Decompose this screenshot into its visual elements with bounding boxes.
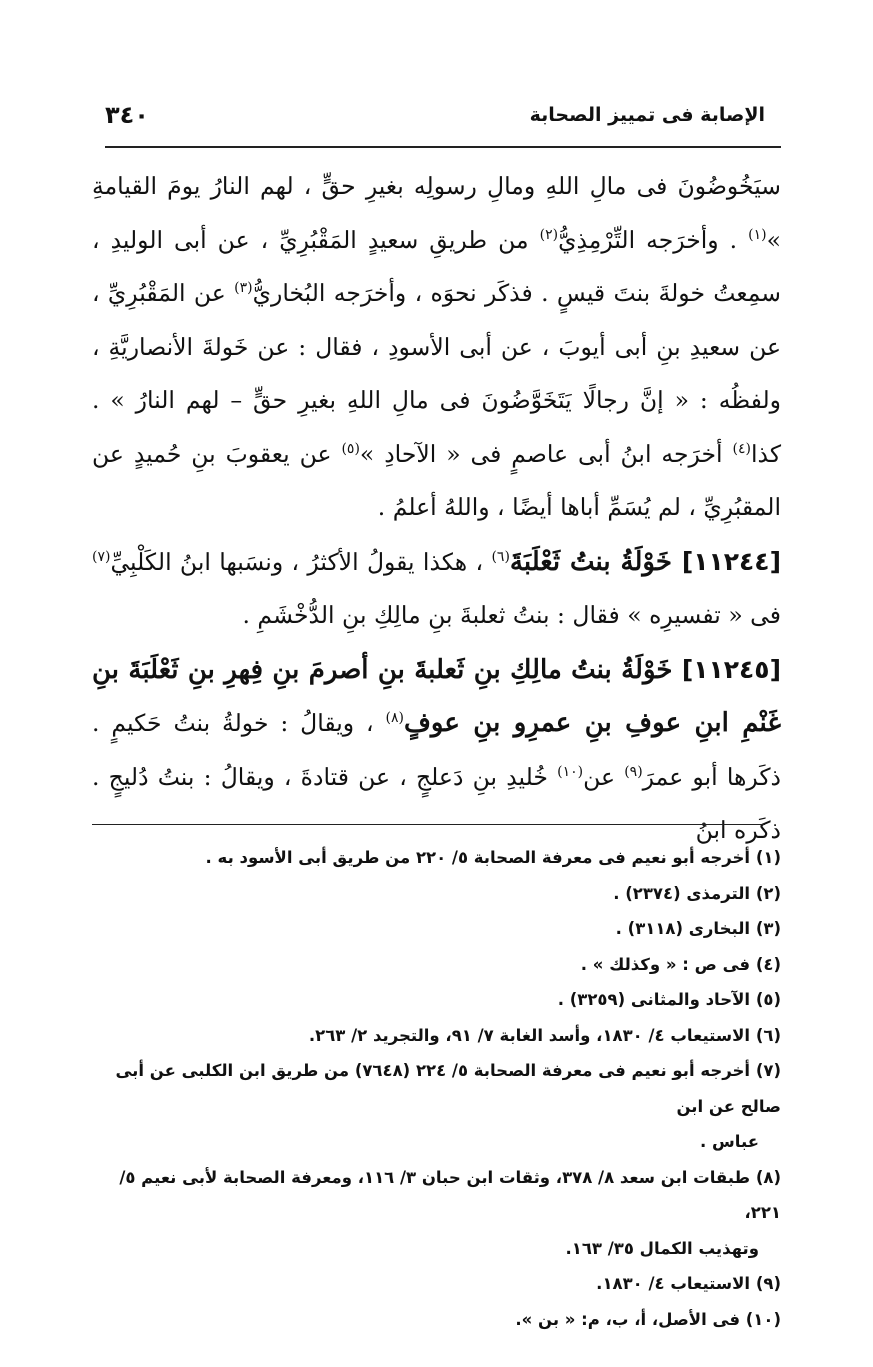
footnote-text: (٥) الآحاد والمثانى (٣٢٥٩) . <box>557 990 781 1009</box>
running-title: الإصابة فى تمييز الصحابة <box>529 104 765 126</box>
entry-name: خَوْلَةُ بنتُ مالِكِ بنِ ثَعلبةَ بنِ أصرمَ بنِ فِهرِ بنِ ثَعْلَبَةَ بنِ غَنْمِ ابنِ عوفِ بنِ عمرِو بنِ عوفٍ <box>92 654 781 738</box>
text-run: خُليدِ بنِ دَعلجٍ ، عن قتادةَ ، ويقالُ : بنتُ دُليجٍ . ذكَره ابنُ <box>92 762 781 844</box>
footnote <box>92 1266 781 1302</box>
footnote <box>92 982 781 1018</box>
footnote-ref[interactable]: (٦) <box>491 548 510 565</box>
text-run: أخرَجه ابنُ أبى عاصمٍ فى « الآحادِ » <box>359 439 733 468</box>
page-header <box>105 98 765 132</box>
paragraph <box>92 160 781 535</box>
footnote <box>92 876 781 912</box>
footnote-ref[interactable]: (٧) <box>92 548 111 565</box>
entry-paragraph <box>92 643 781 858</box>
footnote-text: (٣) البخارى (٣١١٨) . <box>615 919 781 938</box>
footnote <box>92 947 781 983</box>
text-run: عن <box>583 762 625 791</box>
footnote-text: (١) أخرجه أبو نعيم فى معرفة الصحابة ٥/ ٢٢٠ من طريق أبى الأسود به . <box>205 848 781 867</box>
main-text <box>92 160 781 858</box>
footnote-text: (٨) طبقات ابن سعد ٨/ ٣٧٨، وثقات ابن حبان ٣/ ١١٦، ومعرفة الصحابة لأبى نعيم ٥/ ٢٢١، <box>119 1167 781 1222</box>
entry-number: [١١٢٤٥] <box>681 654 781 684</box>
footnote <box>92 1302 781 1338</box>
footnote-ref[interactable]: (٣) <box>234 280 253 297</box>
footnote-text: (١٠) فى الأصل، أ، ب، م: « بن ». <box>515 1309 781 1329</box>
footnote-ref[interactable]: (٢) <box>539 226 559 243</box>
footnote-text: (٤) فى ص : « وكذلك » . <box>580 954 781 974</box>
text-run: عن يعقوبَ بنِ حُميدٍ عن المقبُرِيِّ ، لم يُسَمِّ أباها أيضًا ، واللهُ أعلمُ . <box>92 439 781 521</box>
footnote-ref[interactable]: (١) <box>748 226 767 243</box>
footnote-continuation: وتهذيب الكمال ٣٥/ ١٦٣. <box>565 1238 759 1258</box>
footnote-ref[interactable]: (٩) <box>624 763 643 780</box>
footnote <box>92 1160 781 1267</box>
text-run: عن المَقْبُرِيِّ ، عن سعيدِ بنِ أبى أيوبَ ، عن أبى الأسودِ ، فقال : عن خَولةَ الأنصاريَّةِ ، ولفظُه : « إنَّ رجالًا يَتَخَوَّضُونَ فى مالِ اللهِ بغيرِ حقٍّ – لهم النارُ » . كذا <box>92 279 782 468</box>
footnote-text: (٦) الاستيعاب ٤/ ١٨٣٠، وأسد الغابة ٧/ ٩١، والتجريد ٢/ ٢٦٣. <box>308 1025 781 1045</box>
entry-name: خَوْلَةُ بنتُ ثَعْلَبَةَ <box>509 546 682 577</box>
footnote-ref[interactable]: (٥) <box>341 440 360 457</box>
footnote-continuation: عباس . <box>700 1132 759 1151</box>
footnote-text: (٩) الاستيعاب ٤/ ١٨٣٠. <box>596 1274 781 1293</box>
text-run: ، هكذا يقولُ الأكثرُ ، ونسَبها ابنُ الكَلْبِيِّ <box>110 547 492 576</box>
page-number: ٣٤٠ <box>105 101 149 129</box>
entry-paragraph <box>92 535 781 643</box>
footnote <box>92 911 781 947</box>
footnote <box>92 840 781 876</box>
header-rule <box>105 146 781 148</box>
text-run: فى « تفسيرِه » فقال : بنتُ ثعلبةَ بنِ مالِكِ بنِ الدُّخْشَمِ . <box>242 601 781 629</box>
footnote-text: (٧) أخرجه أبو نعيم فى معرفة الصحابة ٥/ ٢٢٤ (٧٦٤٨) من طريق ابن الكلبى عن أبى صالح عن ابن <box>115 1061 781 1116</box>
footnote-ref[interactable]: (٨) <box>385 710 404 727</box>
footnotes <box>92 840 781 1337</box>
text-run: ، ويقالُ : خولةُ بنتُ حَكيمٍ . ذكَرها أبو عمرَ <box>92 709 781 791</box>
footnote <box>92 1018 781 1054</box>
footnote-text: (٢) الترمذى (٢٣٧٤) . <box>613 883 781 903</box>
text-run: . وأخرَجه التِّرْمِذِيُّ <box>558 225 749 254</box>
text-run: من طريقِ سعيدٍ المَقْبُرِيِّ ، عن أبى الوليدِ ، سمِعتُ خولةَ بنتَ قيسٍ . فذكَر نحوَه ، وأخرَجه البُخاريُّ <box>92 225 781 307</box>
entry-number: [١١٢٤٤] <box>681 546 781 576</box>
footnote <box>92 1053 781 1160</box>
footnote-ref[interactable]: (٤) <box>732 440 751 457</box>
footnote-ref[interactable]: (١٠) <box>557 763 584 780</box>
text-run: سيَخُوضُونَ فى مالِ اللهِ ومالِ رسولِه بغيرِ حقٍّ ، لهم النارُ يومَ القيامةِ » <box>92 172 781 254</box>
footnote-rule <box>92 824 765 825</box>
